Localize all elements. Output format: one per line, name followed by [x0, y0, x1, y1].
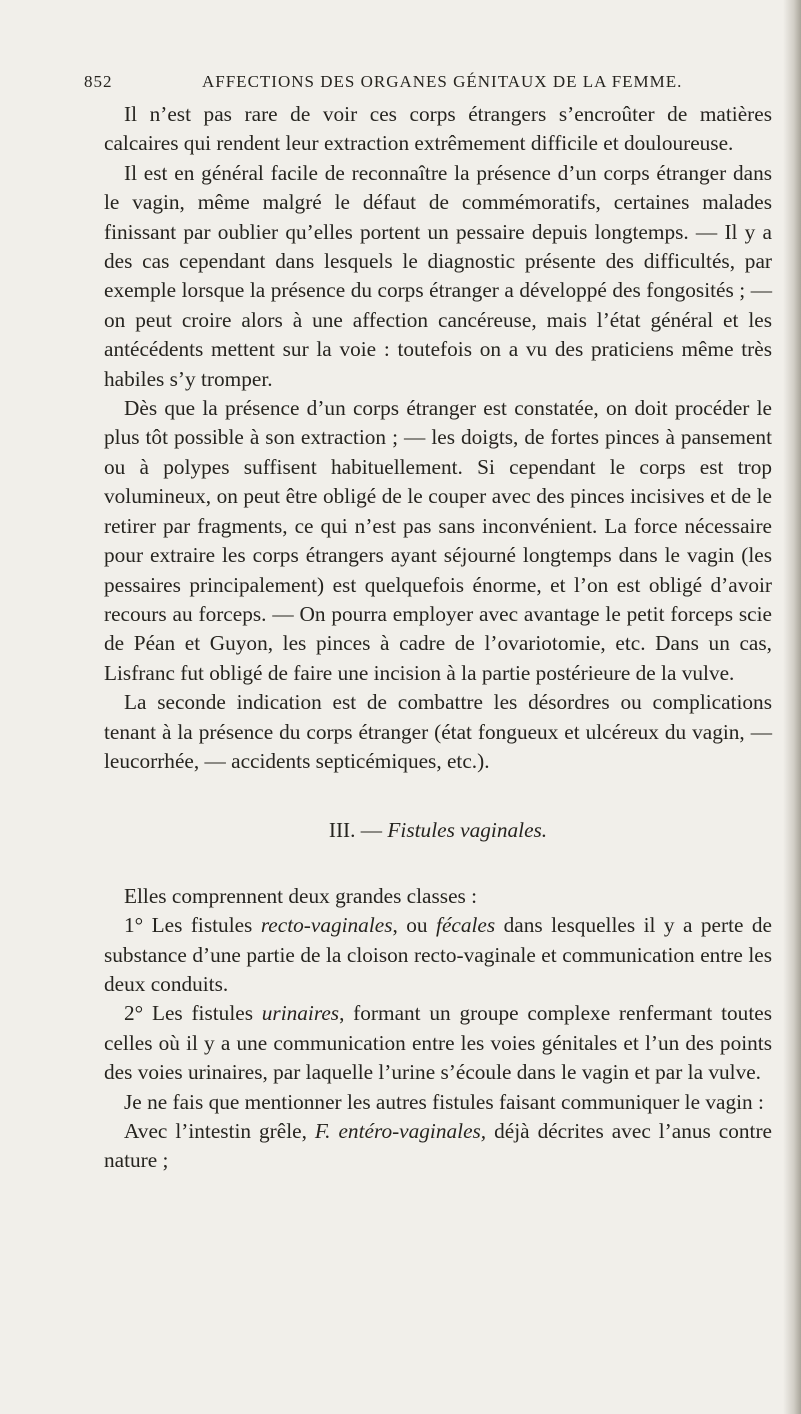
- section-heading: [104, 816, 772, 845]
- last-prefix: Avec l’intestin grêle,: [124, 1119, 315, 1143]
- running-title: AFFECTIONS DES ORGANES GÉNITAUX DE LA FEMME.: [202, 72, 683, 91]
- item1-rest: dans lesquelles il y a perte de substance d’une partie de la cloison recto-vaginale et communication entre les deux conduits.: [104, 913, 772, 996]
- last-rest: déjà décrites avec l’anus contre nature ;: [104, 1119, 772, 1173]
- list-item-1: [104, 911, 772, 999]
- paragraph-3: Dès que la présence d’un corps étranger est constatée, on doit procéder le plus tôt possible à son extraction ; — les doigts, de fortes pinces à pansement ou à polypes suffisent habituellement. Si cependant le corps est trop volumineux, on peut être obligé de le couper avec des pinces incisives et de le retirer par fragments, ce qui n’est pas sans inconvénient. La force nécessaire pour extraire les corps étrangers ayant séjourné longtemps dans le vagin (les pessaires principalement) est quelquefois énorme, et l’on est obligé d’avoir recours au forceps. — On pourra employer avec avantage le petit forceps scie de Péan et Guyon, les pinces à cadre de l’ovariotomie, etc. Dans un cas, Lisfranc fut obligé de faire une incision à la partie postérieure de la vulve.: [104, 396, 772, 685]
- paragraph-last: [104, 1117, 772, 1176]
- page-edge-shadow: [783, 0, 801, 1414]
- list-item-2: [104, 999, 772, 1087]
- section-intro: Elles comprennent deux grandes classes :: [124, 883, 478, 908]
- item2-prefix: 2° Les fistules: [124, 1001, 262, 1026]
- paragraph-2: Il est en général facile de reconnaître la présence d’un corps étranger dans le vagin, même malgré le défaut de commémoratifs, certaines malades finissant par oublier qu’elles portent un pessaire depuis longtemps. — Il y a des cas cependant dans lesquels le diagnostic présente des difficultés, par exemple lorsque la présence du corps étranger a développé des fongosités ; — on peut croire alors à une affection cancéreuse, mais l’état général et les antécédents mettent sur la voie : toutefois on a vu des praticiens même très habiles s’y tromper.: [104, 160, 772, 391]
- item1-term-fecales: fécales: [436, 913, 496, 938]
- item1-term-recto: recto-vaginales: [260, 913, 393, 938]
- section-title-text: Fistules vaginales.: [387, 818, 548, 843]
- item1-mid: , ou: [392, 913, 437, 938]
- last-term: F. entéro-vaginales,: [314, 1119, 487, 1143]
- page-header: [84, 72, 774, 100]
- section-number: III. —: [328, 818, 383, 843]
- body-text: [104, 100, 772, 1176]
- item2-term-urinaires: urinaires: [261, 1001, 340, 1026]
- paragraph-note: Je ne fais que mentionner les autres fistules faisant communiquer le vagin :: [124, 1089, 764, 1114]
- paragraph-4: La seconde indication est de combattre les désordres ou complications tenant à la présence du corps étranger (état fongueux et ulcéreux du vagin, — leucorrhée, — accidents septicémiques, etc.).: [104, 690, 772, 773]
- page-number: 852: [84, 72, 113, 91]
- item1-prefix: 1° Les fistules: [124, 913, 261, 938]
- item2-rest: , formant un groupe complexe renfermant toutes celles où il y a une communication entre les voies génitales et l’un des points des voies urinaires, par laquelle l’urine s’écoule dans le vagin et par la vulve.: [104, 1001, 772, 1085]
- paragraph-1: Il n’est pas rare de voir ces corps étrangers s’encroûter de matières calcaires qui rendent leur extraction extrêmement difficile et douloureuse.: [104, 102, 772, 156]
